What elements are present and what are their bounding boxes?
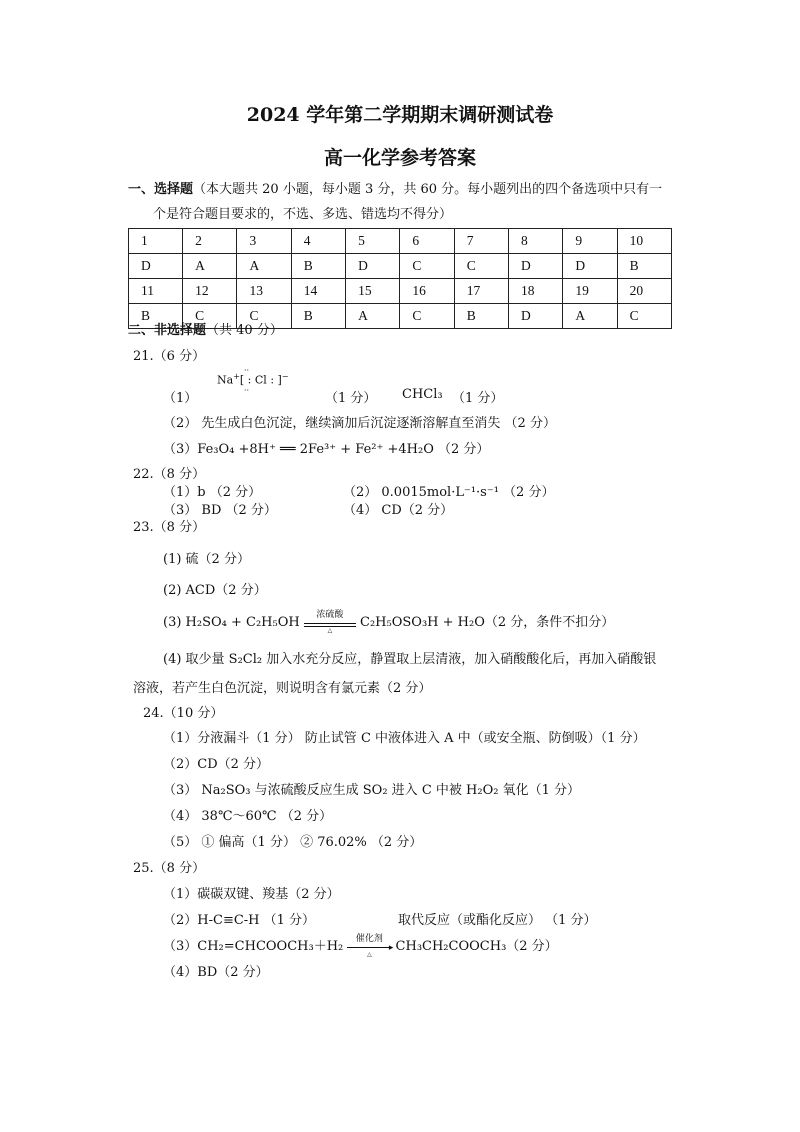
q22-part1: （1）b （2 分） xyxy=(163,485,262,500)
table-cell: 17 xyxy=(454,279,508,304)
table-cell: 15 xyxy=(346,279,400,304)
table-cell: 4 xyxy=(291,229,345,254)
table-cell: B xyxy=(291,254,345,279)
q24-number: 24.（10 分） xyxy=(143,706,224,721)
q21-cl-symbol: [ : Cl : ] xyxy=(239,373,282,387)
q23-part3-products: C₂H₅OSO₃H + H₂O（2 分，条件不扣分） xyxy=(360,615,615,630)
q25-part2-left: （2）H-C≡C-H （1 分） xyxy=(163,913,316,928)
table-cell: A xyxy=(237,254,291,279)
section2-desc: （共 40 分） xyxy=(206,323,283,338)
section1-heading: 一、选择题 xyxy=(128,182,194,197)
table-cell: 16 xyxy=(400,279,454,304)
q21-number: 21.（6 分） xyxy=(133,349,206,364)
reaction-arrow: 催化剂 ▸ △ xyxy=(347,940,391,954)
section2-heading: 二、非选择题 xyxy=(128,323,207,338)
section1-desc-line1: （本大题共 20 小题，每小题 3 分，共 60 分。每小题列出的四个备选项中只有一 xyxy=(193,182,663,197)
table-cell: B xyxy=(129,304,183,329)
section1-desc-line2: 个是符合题目要求的，不选、多选、错选均不得分） xyxy=(153,207,453,222)
table-cell: B xyxy=(454,304,508,329)
table-cell: C xyxy=(454,254,508,279)
table-cell: C xyxy=(237,304,291,329)
table-cell: 9 xyxy=(563,229,617,254)
table-cell: 18 xyxy=(509,279,563,304)
answer-table xyxy=(128,228,672,329)
table-cell: 5 xyxy=(346,229,400,254)
electron-dots-bottom: ·· xyxy=(244,386,250,395)
q25-part3 xyxy=(163,933,558,958)
section1-intro xyxy=(128,178,662,197)
q22-part3: （3） BD （2 分） xyxy=(163,503,277,518)
q21-part1-score: （1 分） xyxy=(325,391,377,406)
q21-part3: （3）Fe₃O₄ +8H⁺ ══ 2Fe³⁺ + Fe²⁺ +4H₂O （2 分） xyxy=(163,442,490,457)
q21-part1-label: （1） xyxy=(163,391,198,406)
q22-number: 22.（8 分） xyxy=(133,467,206,482)
q21-part1-score2: （1 分） xyxy=(452,391,504,406)
table-cell: C xyxy=(400,304,454,329)
table-cell: C xyxy=(183,304,237,329)
q24-part4: （4） 38℃～60℃ （2 分） xyxy=(163,809,333,824)
table-cell: D xyxy=(563,254,617,279)
table-cell: 10 xyxy=(617,229,671,254)
table-cell: 8 xyxy=(509,229,563,254)
arrow-condition: 催化剂 xyxy=(355,933,383,944)
q22-part2: （2） 0.0015mol·L⁻¹·s⁻¹ （2 分） xyxy=(343,485,555,500)
q23-number: 23.（8 分） xyxy=(133,520,206,535)
q23-part2: (2) ACD（2 分） xyxy=(163,583,267,598)
table-cell: 14 xyxy=(291,279,345,304)
arrow-condition: 浓硫酸 xyxy=(316,609,344,620)
table-cell: 2 xyxy=(183,229,237,254)
section2-intro xyxy=(128,319,283,338)
reaction-arrow xyxy=(304,609,356,634)
q21-electron-formula: Na+[ : Cl : ]− xyxy=(217,372,289,387)
table-cell: A xyxy=(563,304,617,329)
table-cell: 19 xyxy=(563,279,617,304)
table-cell: A xyxy=(183,254,237,279)
q25-number: 25.（8 分） xyxy=(133,861,206,876)
table-row xyxy=(129,229,672,254)
q25-part2-right: 取代反应（或酯化反应） （1 分） xyxy=(398,913,597,928)
q24-part3: （3） Na₂SO₃ 与浓硫酸反应生成 SO₂ 进入 C 中被 H₂O₂ 氧化（1 分） xyxy=(163,783,580,798)
table-cell: C xyxy=(617,304,671,329)
page-subtitle: 高一化学参考答案 xyxy=(323,147,476,169)
table-cell: D xyxy=(346,254,400,279)
q22-part4: （4） CD（2 分） xyxy=(343,503,454,518)
table-cell: D xyxy=(509,254,563,279)
table-cell: 13 xyxy=(237,279,291,304)
table-cell: B xyxy=(291,304,345,329)
q21-na-symbol: Na xyxy=(217,373,234,387)
table-cell: 11 xyxy=(129,279,183,304)
q23-part1: (1) 硫（2 分） xyxy=(163,552,250,567)
q23-part3 xyxy=(163,609,615,634)
electron-dots-top: ·· xyxy=(244,366,250,375)
q24-part2: （2）CD（2 分） xyxy=(163,757,270,772)
q23-part3-reactants: (3) H₂SO₄ + C₂H₅OH xyxy=(163,615,300,630)
q25-part3-products: CH₃CH₂COOCH₃（2 分） xyxy=(395,939,558,954)
table-cell: 6 xyxy=(400,229,454,254)
q24-part5: （5） ① 偏高（1 分） ② 76.02% （2 分） xyxy=(163,835,423,850)
q23-part4-line2: 溶液，若产生白色沉淀，则说明含有氯元素（2 分） xyxy=(133,681,432,696)
q23-part4-line1: (4) 取少量 S₂Cl₂ 加入水充分反应，静置取上层清液，加入硝酸酸化后，再加入硝酸银 xyxy=(163,652,657,667)
q24-part1: （1）分液漏斗（1 分） 防止试管 C 中液体进入 A 中（或安全瓶、防倒吸）（1 分） xyxy=(163,731,646,746)
table-row xyxy=(129,279,672,304)
q25-part3-reactants: （3）CH₂=CHCOOCH₃＋H₂ xyxy=(163,939,344,954)
table-cell: D xyxy=(509,304,563,329)
table-cell: 20 xyxy=(617,279,671,304)
table-row xyxy=(129,254,672,279)
arrow-heat: △ xyxy=(327,626,333,634)
table-cell: 12 xyxy=(183,279,237,304)
table-cell: 1 xyxy=(129,229,183,254)
page-title: 2024 学年第二学期期末调研测试卷 xyxy=(246,104,554,126)
table-cell: A xyxy=(346,304,400,329)
table-cell: 3 xyxy=(237,229,291,254)
arrow-heat: △ xyxy=(367,950,372,958)
table-cell: C xyxy=(400,254,454,279)
table-cell: D xyxy=(129,254,183,279)
q25-part1: （1）碳碳双键、羧基（2 分） xyxy=(163,887,340,902)
table-cell: 7 xyxy=(454,229,508,254)
q25-part4: （4）BD（2 分） xyxy=(163,965,269,980)
table-cell: B xyxy=(617,254,671,279)
q21-part2: （2） 先生成白色沉淀，继续滴加后沉淀逐渐溶解直至消失 （2 分） xyxy=(163,416,556,431)
q21-chcl3: CHCl₃ xyxy=(402,387,443,402)
